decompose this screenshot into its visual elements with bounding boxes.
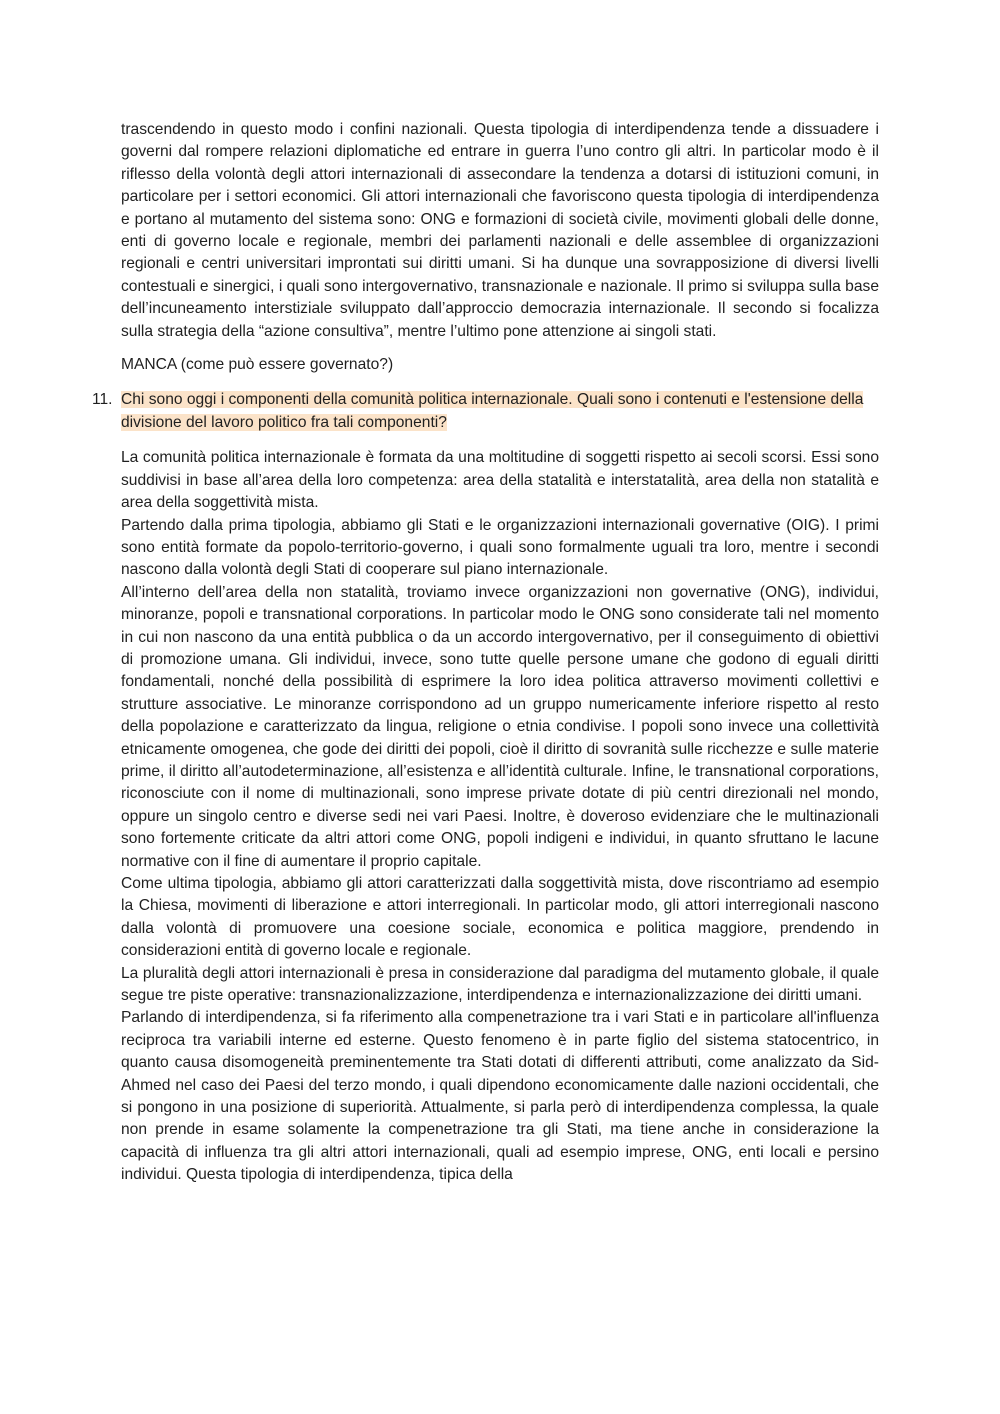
- answer-paragraph: La comunità politica internazionale è formata da una moltitudine di soggetti rispetto ai secoli scorsi. Essi sono suddivisi in base all’area della loro competenza: area della statalità e interstatalità, area della non statalità e area della soggettività mista.: [121, 449, 879, 512]
- answer-paragraph: Come ultima tipologia, abbiamo gli attori caratterizzati dalla soggettività mista, dove riscontriamo ad esempio la Chiesa, movimenti di liberazione e attori interregionali. In particolar modo, gli attori interregionali nascono dalla volontà di promuovere una coesione sociale, economica e politica maggiore, prendendo in considerazioni entità di governo locale e regionale.: [121, 875, 879, 960]
- note-missing: MANCA (come può essere governato?): [121, 356, 394, 374]
- answer-paragraph: La pluralità degli attori internazionali è presa in considerazione dal paradigma del mutamento globale, il quale segue tre piste operative: transnazionalizzazione, interdipendenza e internazionalizzazione dei diritti umani.: [121, 964, 879, 1005]
- document-page: [92, 119, 879, 1187]
- answer-paragraph: All’interno dell’area della non statalità, troviamo invece organizzazioni non governative (ONG), individui, minoranze, popoli e transnational corporations. In particolar modo le ONG sono considerate tali nel momento in cui non nascono da una entità pubblica o da un accordo intergovernativo, per il conseguimento di obiettivi di promozione umana. Gli individui, invece, sono tutte quelle persone umane che godono di eguali diritti fondamentali, nonché della possibilità di esprimere la loro idea politica attraverso movimenti collettivi e strutture associative. Le minoranze corrispondono ad un gruppo numericamente inferiore rispetto al resto della popolazione e caratterizzato da lingua, religione o etnia condivise. I popoli sono invece una collettività etnicamente omogenea, che gode dei diritti dei popoli, cioè il diritto di sovranità sulle ricchezze e sulle materie prime, il diritto all’autodeterminazione, all’esistenza e all’identità culturale. Infine, le transnational corporations, riconosciute con il nome di multinazionali, sono imprese private dotate di più centri direzionali nel mondo, oppure un singolo centro e diverse sedi nei vari Paesi. Inoltre, è doveroso evidenziare che le multinazionali sono fortemente criticate da altri attori come ONG, popoli indigeni e individui, in quanto sfruttano le lacune normative con il fine di aumentare il proprio capitale.: [121, 583, 879, 870]
- question-text-wrapper: [121, 389, 879, 434]
- answer-section: [121, 447, 879, 1186]
- question-number: 11.: [92, 391, 113, 409]
- question-text-highlighted: Chi sono oggi i componenti della comunità politica internazionale. Quali sono i contenuti e l'estensione della divisione del lavoro politico fra tali componenti?: [121, 391, 864, 431]
- answer-paragraph: Parlando di interdipendenza, si fa riferimento alla compenetrazione tra i vari Stati e in particolare all'influenza reciproca tra variabili interne ed esterne. Questo fenomeno è in parte figlio del sistema statocentrico, in quanto causa disomogeneità preminentemente tra Stati dotati di differenti attributi, come analizzato da Sid-Ahmed nel caso dei Paesi del terzo mondo, i quali dipendono economicamente dalle nazioni occidentali, che si pongono in una posizione di superiorità. Attualmente, si parla però di interdipendenza complessa, la quale non prende in esame solamente la compenetrazione tra gli Stati, ma tiene anche in considerazione la capacità di influenza tra gli altri attori internazionali, quali ad esempio imprese, ONG, enti locali e persino individui. Questa tipologia di interdipendenza, tipica della: [121, 1009, 879, 1184]
- body-paragraph: trascendendo in questo modo i confini nazionali. Questa tipologia di interdipendenza tende a dissuadere i governi dal rompere relazioni diplomatiche ed entrare in guerra l’uno contro gli altri. In particolar modo è il riflesso della volontà degli attori internazionali di assecondare la tendenza a dotarsi di istituzioni comuni, in particolare per i settori economici. Gli attori internazionali che favoriscono questa tipologia di interdipendenza e portano al mutamento del sistema sono: ONG e formazioni di società civile, movimenti globali delle donne, enti di governo locale e regionale, membri dei parlamenti nazionali e delle assemblee di organizzazioni regionali e centri universitari improntati sui diritti umani. Si ha dunque una sovrapposizione di diversi livelli contestuali e sinergici, i quali sono intergovernativo, transnazionale e nazionale. Il primo si sviluppa sulla base dell’incuneamento interstiziale sviluppato dall’approccio democrazia internazionale. Il secondo si focalizza sulla strategia della “azione consultiva”, mentre l’ultimo pone attenzione ai singoli stati.: [121, 121, 879, 340]
- question-item: [92, 389, 879, 434]
- answer-paragraph: Partendo dalla prima tipologia, abbiamo gli Stati e le organizzazioni internazionali governative (OIG). I primi sono entità formate da popolo-territorio-governo, i quali sono formalmente uguali tra loro, mentre i secondi nascono dalla volontà degli Stati di cooperare sul piano internazionale.: [121, 516, 879, 579]
